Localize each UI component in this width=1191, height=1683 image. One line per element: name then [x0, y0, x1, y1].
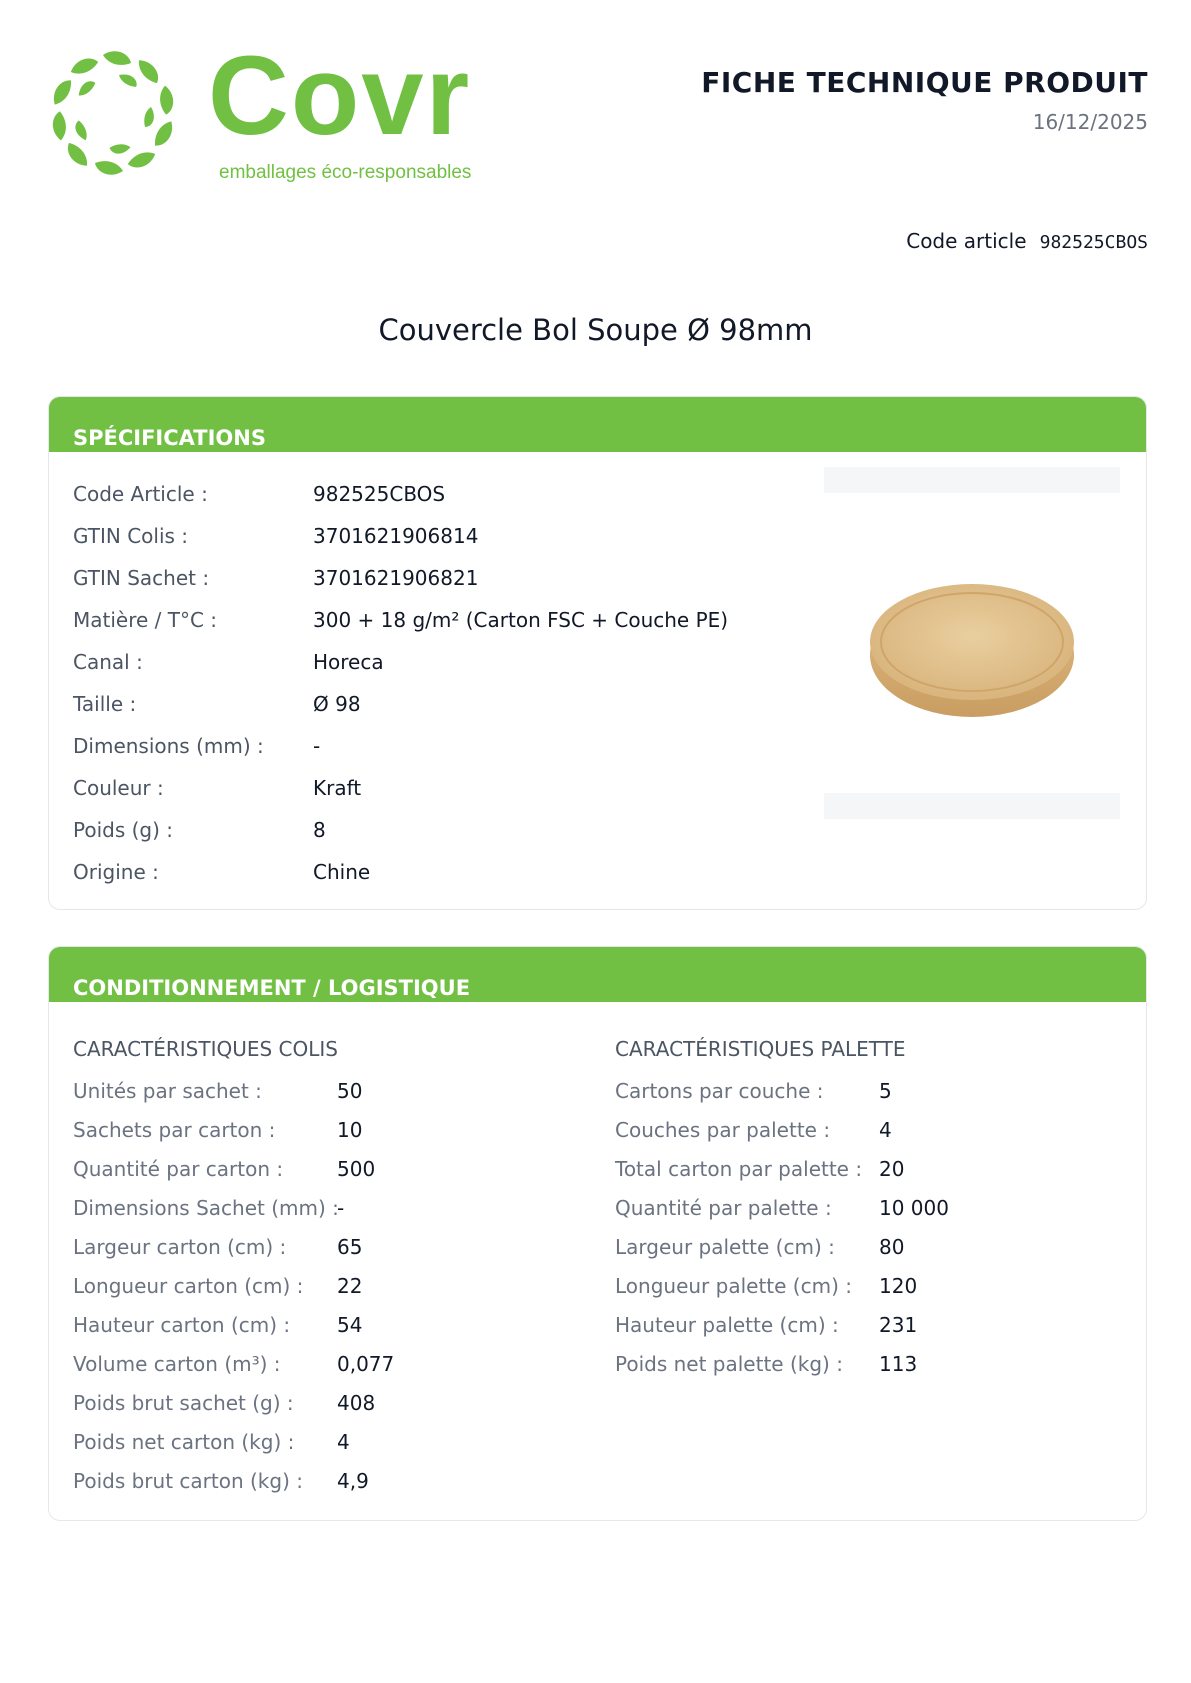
- palette-value: 5: [879, 1079, 892, 1103]
- spec-value: Chine: [313, 860, 371, 884]
- spec-label: Code Article :: [73, 482, 208, 506]
- palette-label: Couches par palette :: [615, 1118, 831, 1142]
- palette-label: Quantité par palette :: [615, 1196, 832, 1220]
- spec-value: 3701621906814: [313, 524, 479, 548]
- colis-label: Quantité par carton :: [73, 1157, 284, 1181]
- leaf-wreath-icon: [48, 48, 178, 178]
- article-code-line: [906, 229, 1148, 253]
- article-code-value: 982525CBOS: [1039, 232, 1148, 253]
- colis-row: [73, 1352, 395, 1391]
- palette-row: [615, 1157, 906, 1196]
- spec-value: Horeca: [313, 650, 384, 674]
- palette-label: Cartons par couche :: [615, 1079, 824, 1103]
- palette-row: [615, 1079, 906, 1118]
- palette-value: 120: [879, 1274, 918, 1298]
- spec-label: Poids (g) :: [73, 818, 174, 842]
- colis-label: Sachets par carton :: [73, 1118, 276, 1142]
- colis-label: Poids brut carton (kg) :: [73, 1469, 303, 1493]
- spec-label: Taille :: [73, 692, 137, 716]
- colis-label: Poids brut sachet (g) :: [73, 1391, 294, 1415]
- palette-row: [615, 1235, 906, 1274]
- colis-value: 50: [337, 1079, 363, 1103]
- spec-value: -: [313, 734, 321, 758]
- colis-title: CARACTÉRISTIQUES COLIS: [73, 1037, 338, 1061]
- spec-value: Ø 98: [313, 692, 361, 716]
- colis-row: [73, 1274, 363, 1313]
- palette-row: [615, 1352, 918, 1391]
- palette-label: Total carton par palette :: [615, 1157, 863, 1181]
- palette-label: Longueur palette (cm) :: [615, 1274, 852, 1298]
- palette-label: Largeur palette (cm) :: [615, 1235, 835, 1259]
- palette-row: [615, 1274, 918, 1313]
- colis-value: -: [337, 1196, 345, 1220]
- colis-value: 10: [337, 1118, 363, 1142]
- palette-label: Poids net palette (kg) :: [615, 1352, 843, 1376]
- article-code-label: Code article: [906, 229, 1027, 253]
- product-image: [824, 467, 1120, 817]
- colis-value: 65: [337, 1235, 363, 1259]
- spec-value: 982525CBOS: [313, 482, 446, 506]
- brand-logo: [48, 33, 488, 188]
- colis-label: Poids net carton (kg) :: [73, 1430, 295, 1454]
- brand-tagline: emballages éco-responsables: [219, 162, 472, 183]
- colis-value: 4: [337, 1430, 350, 1454]
- spec-label: Matière / T°C :: [73, 608, 218, 632]
- bowl-lid-image: [824, 467, 1120, 817]
- colis-row: [73, 1196, 345, 1235]
- colis-label: Longueur carton (cm) :: [73, 1274, 304, 1298]
- logistics-card: [48, 946, 1147, 1521]
- palette-column: [615, 1037, 949, 1391]
- spec-label: GTIN Sachet :: [73, 566, 210, 590]
- colis-value: 500: [337, 1157, 376, 1181]
- specifications-title: SPÉCIFICATIONS: [73, 426, 266, 450]
- palette-value: 113: [879, 1352, 918, 1376]
- palette-value: 4: [879, 1118, 892, 1142]
- spec-value: Kraft: [313, 776, 362, 800]
- palette-title: CARACTÉRISTIQUES PALETTE: [615, 1037, 906, 1061]
- spec-value: 3701621906821: [313, 566, 479, 590]
- colis-row: [73, 1157, 376, 1196]
- colis-value: 22: [337, 1274, 363, 1298]
- palette-value: 20: [879, 1157, 905, 1181]
- specifications-header: [49, 397, 1146, 452]
- colis-row: [73, 1235, 363, 1274]
- palette-row: [615, 1118, 906, 1157]
- colis-row: [73, 1079, 363, 1118]
- colis-row: [73, 1391, 376, 1430]
- spec-label: Canal :: [73, 650, 143, 674]
- specifications-card: [48, 396, 1147, 910]
- colis-label: Hauteur carton (cm) :: [73, 1313, 291, 1337]
- spec-label: Couleur :: [73, 776, 164, 800]
- product-title: Couvercle Bol Soupe Ø 98mm: [378, 313, 813, 347]
- spec-label: Dimensions (mm) :: [73, 734, 264, 758]
- palette-row: [615, 1196, 949, 1235]
- colis-row: [73, 1313, 363, 1352]
- colis-value: 4,9: [337, 1469, 369, 1493]
- colis-value: 408: [337, 1391, 376, 1415]
- palette-row: [615, 1313, 918, 1352]
- palette-value: 80: [879, 1235, 905, 1259]
- spec-value: 300 + 18 g/m² (Carton FSC + Couche PE): [313, 608, 729, 632]
- palette-value: 231: [879, 1313, 918, 1337]
- spec-label: GTIN Colis :: [73, 524, 189, 548]
- colis-row: [73, 1118, 363, 1157]
- logistics-header: [49, 947, 1146, 1002]
- colis-label: Unités par sachet :: [73, 1079, 262, 1103]
- palette-value: 10 000: [879, 1196, 949, 1220]
- palette-label: Hauteur palette (cm) :: [615, 1313, 839, 1337]
- colis-label: Largeur carton (cm) :: [73, 1235, 287, 1259]
- document-date: 16/12/2025: [1032, 110, 1148, 134]
- colis-label: Dimensions Sachet (mm) :: [73, 1196, 339, 1220]
- spec-label: Origine :: [73, 860, 159, 884]
- document-title: FICHE TECHNIQUE PRODUIT: [701, 66, 1148, 99]
- colis-label: Volume carton (m³) :: [73, 1352, 281, 1376]
- spec-value: 8: [313, 818, 326, 842]
- colis-row: [73, 1430, 350, 1469]
- colis-column: [73, 1037, 395, 1508]
- colis-value: 0,077: [337, 1352, 395, 1376]
- colis-row: [73, 1469, 369, 1508]
- brand-name: Covr: [208, 33, 472, 158]
- colis-value: 54: [337, 1313, 363, 1337]
- logistics-title: CONDITIONNEMENT / LOGISTIQUE: [73, 976, 471, 1000]
